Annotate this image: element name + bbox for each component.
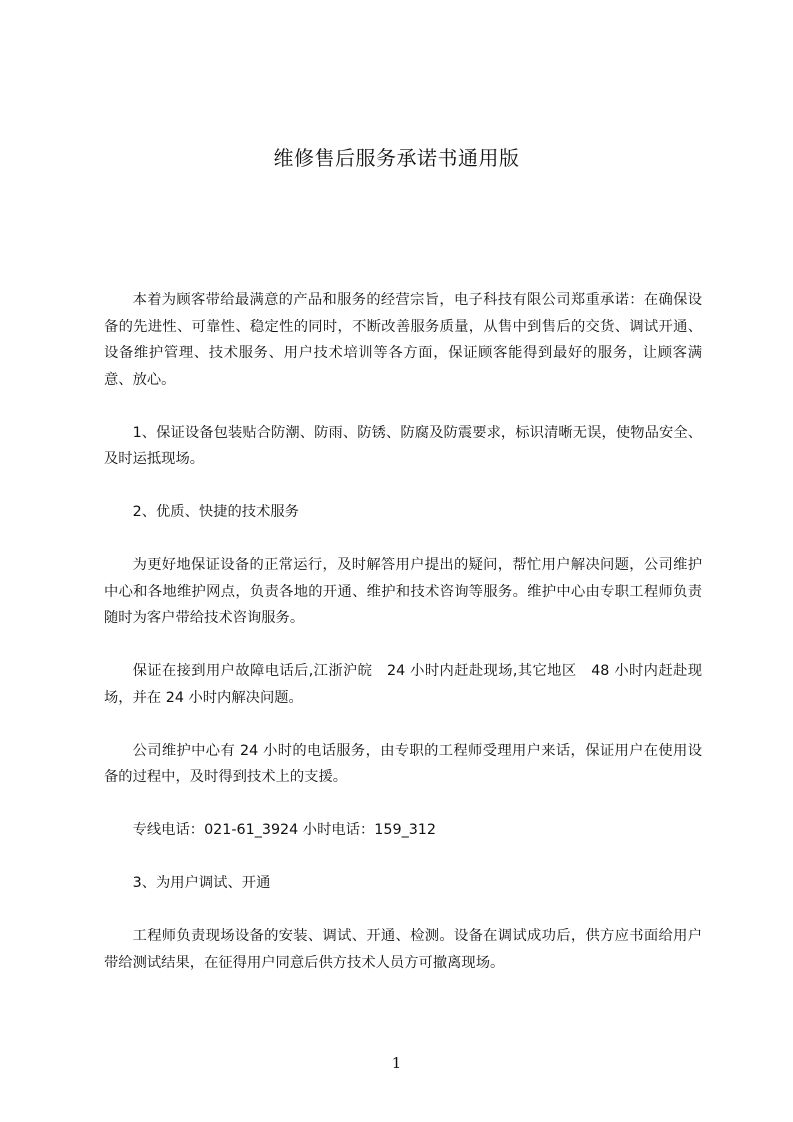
item-2-heading: 2、优质、快捷的技术服务	[132, 504, 299, 520]
hotline-paragraph: 公司维护中心有 24 小时的电话服务，由专职的工程师受理用户来话，保证用户在使用设备的过程中，及时得到技术上的支援。	[104, 742, 702, 785]
document-title: 维修售后服务承诺书通用版	[273, 146, 520, 170]
service-paragraph: 为更好地保证设备的正常运行，及时解答用户提出的疑问，帮忙用户解决问题，公司维护中心和各地维护网点，负责各地的开通、维护和技术咨询等服务。维护中心由专职工程师负责随时为客户带给技术咨询服务。	[104, 557, 702, 626]
item-1-paragraph: 1、保证设备包装贴合防潮、防雨、防锈、防腐及防震要求，标识清晰无误，使物品安全、及时运抵现场。	[104, 424, 702, 467]
phone-numbers: 专线电话：021-61_3924 小时电话：159_312	[132, 822, 437, 838]
item-3-heading: 3、为用户调试、开通	[132, 875, 271, 891]
document-body	[104, 287, 702, 1003]
response-time-paragraph: 保证在接到用户故障电话后,江浙沪皖 24 小时内赶赴现场,其它地区 48 小时内赶赴现场，并在 24 小时内解决问题。	[104, 663, 702, 706]
page-number: 1	[391, 1054, 402, 1072]
intro-paragraph: 本着为顾客带给最满意的产品和服务的经营宗旨，电子科技有限公司郑重承诺：在确保设备的先进性、可靠性、稳定性的同时，不断改善服务质量，从售中到售后的交货、调试开通、设备维护管理、技术服务、用户技术培训等各方面，保证顾客能得到最好的服务，让顾客满意、放心。	[104, 292, 702, 388]
installation-paragraph: 工程师负责现场设备的安装、调试、开通、检测。设备在调试成功后，供方应书面给用户带给测试结果，在征得用户同意后供方技术人员方可撤离现场。	[104, 928, 702, 971]
